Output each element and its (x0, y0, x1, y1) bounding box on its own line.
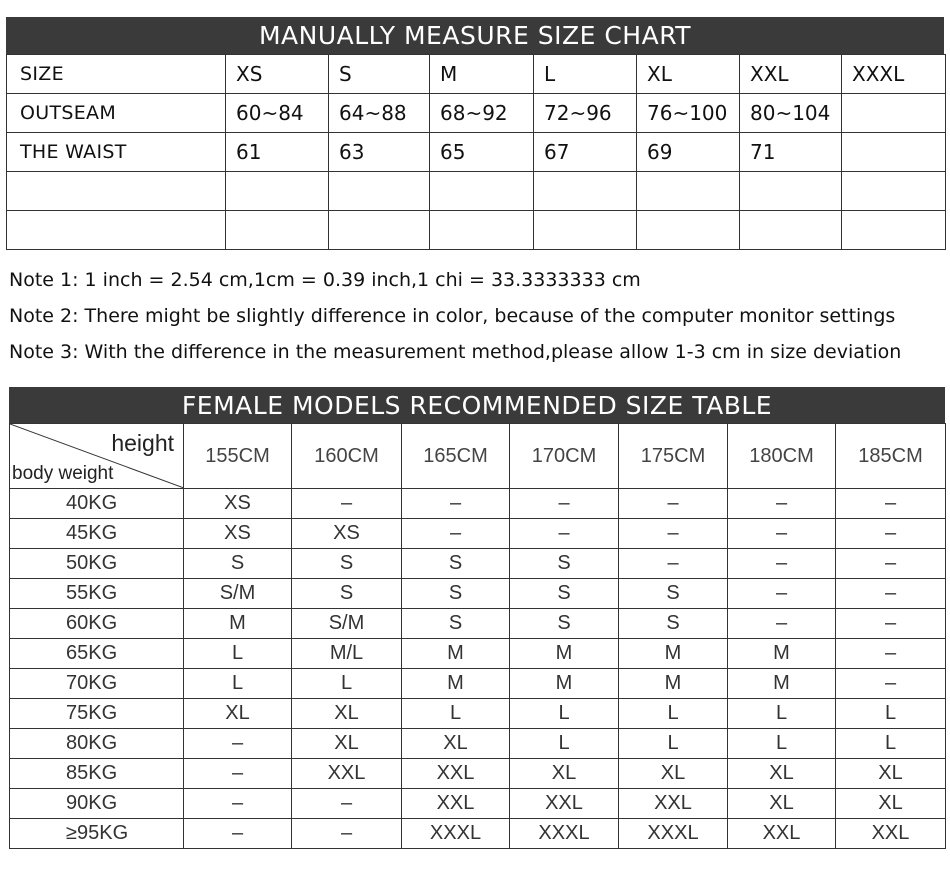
table-row (10, 639, 946, 669)
size-cell: S (510, 579, 619, 609)
table-cell: 76~100 (637, 94, 740, 133)
table-row (7, 133, 946, 172)
size-cell: XXXL (402, 819, 510, 849)
table-row (10, 489, 946, 519)
weight-cell: ≥95KG (10, 819, 184, 849)
table-cell (534, 211, 637, 250)
size-cell: S (402, 549, 510, 579)
size-cell: S (402, 579, 510, 609)
table-cell: 65 (430, 133, 534, 172)
table-cell: 67 (534, 133, 637, 172)
size-cell: – (619, 489, 728, 519)
weight-cell: 45KG (10, 519, 184, 549)
weight-cell: 60KG (10, 609, 184, 639)
size-cell: XXXL (510, 819, 619, 849)
size-table-title: FEMALE MODELS RECOMMENDED SIZE TABLE (9, 387, 945, 423)
size-cell: XXL (402, 759, 510, 789)
size-cell: – (510, 489, 619, 519)
size-cell: – (836, 489, 946, 519)
note-1: Note 1: 1 inch = 2.54 cm,1cm = 0.39 inch,1 chi = 33.3333333 cm (9, 269, 641, 291)
size-cell: L (402, 699, 510, 729)
size-cell: XXL (292, 759, 402, 789)
size-cell: S (510, 549, 619, 579)
table-cell (842, 133, 946, 172)
header-cell: XXL (740, 55, 842, 94)
size-cell: XL (836, 759, 946, 789)
height-header-cell: 160CM (292, 424, 402, 489)
size-cell: M (510, 669, 619, 699)
size-cell: – (292, 489, 402, 519)
table-cell (226, 211, 329, 250)
size-cell: L (184, 639, 292, 669)
size-cell: XL (836, 789, 946, 819)
size-cell: S (292, 549, 402, 579)
size-cell: XXL (619, 789, 728, 819)
size-cell: L (836, 699, 946, 729)
table-row (10, 669, 946, 699)
size-cell: – (728, 519, 836, 549)
height-header-cell: 185CM (836, 424, 946, 489)
table-row (10, 819, 946, 849)
weight-cell: 40KG (10, 489, 184, 519)
size-cell: S (292, 579, 402, 609)
size-cell: S/M (184, 579, 292, 609)
size-cell: – (728, 579, 836, 609)
size-cell: S (184, 549, 292, 579)
weight-cell: 70KG (10, 669, 184, 699)
header-cell: XS (226, 55, 329, 94)
header-cell: SIZE (7, 55, 226, 94)
table-row (10, 729, 946, 759)
size-cell: – (510, 519, 619, 549)
table-cell (7, 211, 226, 250)
table-cell: 69 (637, 133, 740, 172)
size-cell: L (619, 729, 728, 759)
size-cell: L (836, 729, 946, 759)
size-cell: S (510, 609, 619, 639)
table-cell (430, 172, 534, 211)
height-header-cell: 170CM (510, 424, 619, 489)
header-cell: L (534, 55, 637, 94)
corner-cell (10, 424, 184, 489)
table-row (10, 609, 946, 639)
size-cell: M (402, 639, 510, 669)
size-cell: XL (619, 759, 728, 789)
table-cell (637, 172, 740, 211)
table-cell (329, 211, 430, 250)
weight-cell: 50KG (10, 549, 184, 579)
size-cell: XXL (510, 789, 619, 819)
size-cell: – (836, 579, 946, 609)
size-cell: M (402, 669, 510, 699)
size-table-header-row (10, 424, 946, 489)
table-cell (637, 211, 740, 250)
size-cell: L (292, 669, 402, 699)
size-cell: M/L (292, 639, 402, 669)
weight-axis-label: body weight (12, 463, 114, 484)
size-cell: L (510, 699, 619, 729)
table-cell (740, 172, 842, 211)
weight-cell: 90KG (10, 789, 184, 819)
size-cell: M (728, 669, 836, 699)
size-cell: XL (728, 789, 836, 819)
size-cell: S/M (292, 609, 402, 639)
size-cell: – (728, 609, 836, 639)
height-header-cell: 155CM (184, 424, 292, 489)
note-3: Note 3: With the difference in the measurement method,please allow 1-3 cm in size deviation (9, 341, 902, 363)
size-cell: XL (184, 699, 292, 729)
table-cell (226, 172, 329, 211)
size-cell: – (292, 789, 402, 819)
header-cell: S (329, 55, 430, 94)
size-cell: L (619, 699, 728, 729)
size-cell: – (184, 759, 292, 789)
size-cell: – (836, 519, 946, 549)
size-cell: M (619, 669, 728, 699)
table-cell (7, 172, 226, 211)
table-row (10, 759, 946, 789)
size-cell: L (510, 729, 619, 759)
table-row (10, 549, 946, 579)
size-chart-title: MANUALLY MEASURE SIZE CHART (6, 17, 944, 54)
size-cell: XL (728, 759, 836, 789)
size-cell: XL (510, 759, 619, 789)
size-cell: S (402, 609, 510, 639)
size-cell: – (184, 789, 292, 819)
weight-cell: 80KG (10, 729, 184, 759)
size-cell: – (836, 609, 946, 639)
table-cell (842, 172, 946, 211)
size-cell: L (184, 669, 292, 699)
table-cell (534, 172, 637, 211)
size-cell: – (619, 519, 728, 549)
size-cell: XL (292, 729, 402, 759)
table-row (10, 699, 946, 729)
row-label: THE WAIST (7, 133, 226, 172)
table-cell: 71 (740, 133, 842, 172)
weight-cell: 85KG (10, 759, 184, 789)
size-cell: L (728, 699, 836, 729)
table-cell: 63 (329, 133, 430, 172)
size-cell: – (836, 639, 946, 669)
size-cell: M (184, 609, 292, 639)
table-cell (329, 172, 430, 211)
size-cell: – (728, 489, 836, 519)
notes-section (9, 262, 901, 370)
size-cell: M (728, 639, 836, 669)
size-cell: – (836, 549, 946, 579)
weight-cell: 55KG (10, 579, 184, 609)
size-cell: M (510, 639, 619, 669)
size-cell: XL (292, 699, 402, 729)
size-cell: – (292, 819, 402, 849)
height-header-cell: 180CM (728, 424, 836, 489)
size-cell: XXL (402, 789, 510, 819)
table-cell: 68~92 (430, 94, 534, 133)
size-cell: XS (184, 519, 292, 549)
table-row (10, 579, 946, 609)
table-row (7, 94, 946, 133)
size-cell: XXL (836, 819, 946, 849)
size-cell: XS (292, 519, 402, 549)
size-cell: XXXL (619, 819, 728, 849)
header-cell: XXXL (842, 55, 946, 94)
size-cell: S (619, 579, 728, 609)
table-cell: 60~84 (226, 94, 329, 133)
size-cell: XS (184, 489, 292, 519)
table-row (7, 172, 946, 211)
size-cell: M (619, 639, 728, 669)
table-cell: 80~104 (740, 94, 842, 133)
size-chart-table (6, 54, 946, 250)
height-header-cell: 165CM (402, 424, 510, 489)
table-cell (740, 211, 842, 250)
table-row (10, 789, 946, 819)
header-cell: XL (637, 55, 740, 94)
size-cell: – (184, 729, 292, 759)
size-cell: – (619, 549, 728, 579)
table-row (7, 211, 946, 250)
size-cell: S (619, 609, 728, 639)
header-cell: M (430, 55, 534, 94)
weight-cell: 65KG (10, 639, 184, 669)
table-cell (430, 211, 534, 250)
weight-cell: 75KG (10, 699, 184, 729)
size-chart-header-row (7, 55, 946, 94)
size-cell: XXL (728, 819, 836, 849)
row-label: OUTSEAM (7, 94, 226, 133)
height-header-cell: 175CM (619, 424, 728, 489)
size-cell: L (728, 729, 836, 759)
note-2: Note 2: There might be slightly difference in color, because of the computer monitor settings (9, 305, 896, 327)
table-cell: 61 (226, 133, 329, 172)
recommended-size-table (9, 423, 946, 849)
table-cell (842, 94, 946, 133)
table-cell (842, 211, 946, 250)
table-cell: 72~96 (534, 94, 637, 133)
size-cell: XL (402, 729, 510, 759)
size-cell: – (728, 549, 836, 579)
height-axis-label: height (111, 430, 174, 456)
table-cell: 64~88 (329, 94, 430, 133)
size-cell: – (184, 819, 292, 849)
table-row (10, 519, 946, 549)
size-cell: – (836, 669, 946, 699)
size-cell: – (402, 489, 510, 519)
size-cell: – (402, 519, 510, 549)
